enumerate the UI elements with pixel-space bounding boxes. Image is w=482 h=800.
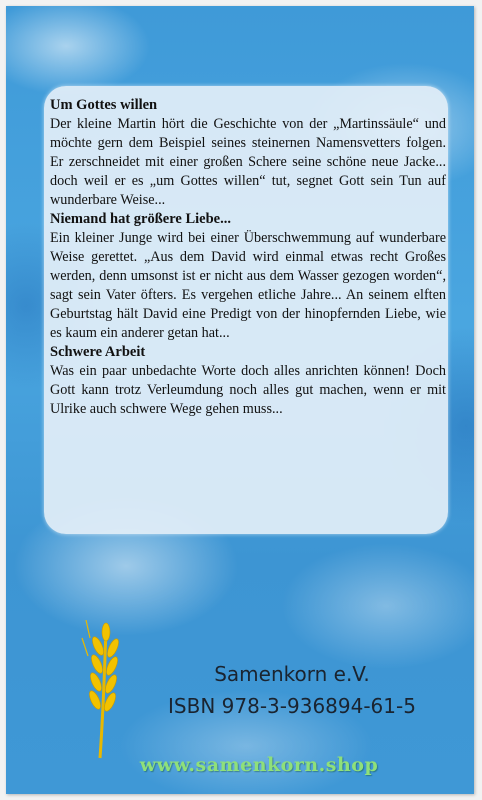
book-back-cover <box>6 6 474 794</box>
website-url: www.samenkorn.shop <box>139 754 379 776</box>
section-title-3: Schwere Arbeit <box>50 344 146 360</box>
section-title-2: Niemand hat größere Liebe... <box>50 211 231 227</box>
isbn: ISBN 978-3-936894-61-5 <box>168 694 416 718</box>
wheat-ear-icon <box>78 620 128 760</box>
section-title-1: Um Gottes willen <box>50 97 158 113</box>
publisher-block <box>142 658 442 722</box>
section-body-1: Der kleine Martin hört die Geschichte von der „Martinssäule“ und möchte gern dem Beispiel seines steinernen Namensvetters folgen. Er zerschneidet mit einer großen Schere seine schöne neue Jacke... doch weil er es „um Gottes willen“ tut, segnet Gott sein Tun auf wunderbare Weise... <box>50 116 446 208</box>
publisher-name: Samenkorn e.V. <box>214 662 370 686</box>
section-body-3: Was ein paar unbedachte Worte doch alles anrichten können! Doch Gott kann trotz Verleumdung noch alles gut machen, wenn er mit Ulrike auch schwere Wege gehen muss... <box>50 363 446 417</box>
blurb-text <box>50 96 446 419</box>
section-body-2: Ein kleiner Junge wird bei einer Überschwemmung auf wunderbare Weise gerettet. „Aus dem David wird einmal etwas recht Großes werden, denn umsonst ist er nicht aus dem Wasser gezogen worden“, sagt sein Vater öfters. Es vergehen etliche Jahre... An seinem elften Geburtstag hält David eine Predigt von der hinopfernden Liebe, wie es kaum ein anderer getan hat... <box>50 230 446 341</box>
